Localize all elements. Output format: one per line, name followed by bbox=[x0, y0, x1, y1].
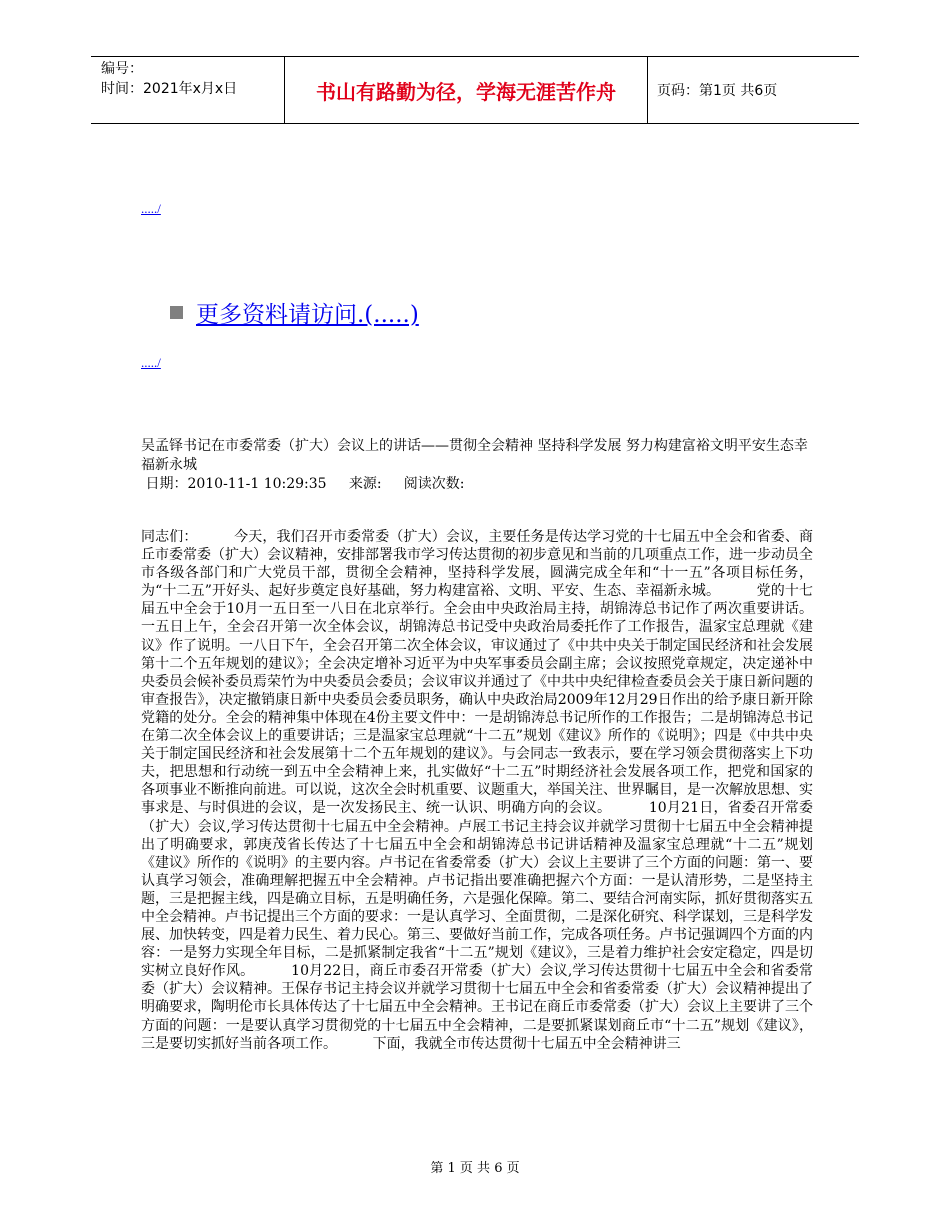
header-meta-cell bbox=[91, 57, 285, 123]
time-label: 时间：2021年x月x日 bbox=[101, 81, 238, 97]
article-title: 吴孟铎书记在市委常委（扩大）会议上的讲话——贯彻全会精神 坚持科学发展 努力构建富裕文明平安生态幸福新永城 bbox=[141, 438, 808, 473]
article-body: 同志们： 今天，我们召开市委常委（扩大）会议，主要任务是传达学习党的十七届五中全会和省委、商丘市委常委（扩大）会议精神，安排部署我市学习传达贯彻的初步意见和当前的几项重点工作，进一步动员全市各级各部门和广大党员干部，贯彻全会精神，坚持科学发展，圆满完成全年和“十一五”各项目标任务，为“十二五”开好头、起好步奠定良好基础，努力构建富裕、文明、平安、生态、幸福新永城。 党的十七届五中全会于10月一五日至一八日在北京举行。全会由中央政治局主持，胡锦涛总书记作了两次重要讲话。一五日上午，全会召开第一次全体会议，胡锦涛总书记受中央政治局委托作了工作报告，温家宝总理就《建议》作了说明。一八日下午，全会召开第二次全体会议，审议通过了《中共中央关于制定国民经济和社会发展第十二个五年规划的建议》；全会决定增补习近平为中央军事委员会副主席；会议按照党章规定，决定递补中央委员会候补委员焉荣竹为中央委员会委员；会议审议并通过了《中共中央纪律检查委员会关于康日新问题的审查报告》，决定撤销康日新中央委员会委员职务，确认中央政治局2009年12月29日作出的给予康日新开除党籍的处分。全会的精神集中体现在4份主要文件中：一是胡锦涛总书记所作的工作报告；二是胡锦涛总书记在第二次全体会议上的重要讲话；三是温家宝总理就“十二五”规划《建议》所作的《说明》；四是《中共中央关于制定国民经济和社会发展第十二个五年规划的建议》。与会同志一致表示，要在学习领会贯彻落实上下功夫，把思想和行动统一到五中全会精神上来，扎实做好“十二五”时期经济社会发展各项工作，把党和国家的各项事业不断推向前进。可以说，这次全会时机重要、议题重大，举国关注、世界瞩目，是一次解放思想、实事求是、与时俱进的会议，是一次发扬民主、统一认识、明确方向的会议。 10月21日，省委召开常委（扩大）会议,学习传达贯彻十七届五中全会精神。卢展工书记主持会议并就学习贯彻十七届五中全会精神提出了明确要求，郭庚茂省长传达了十七届五中全会和胡锦涛总书记讲话精神及温家宝总理就“十二五”规划《建议》所作的《说明》的主要内容。卢书记在省委常委（扩大）会议上主要讲了三个方面的问题：第一、要认真学习领会，准确理解把握五中全会精神。卢书记指出要准确把握六个方面：一是认清形势，二是坚持主题，三是把握主线，四是确立目标，五是明确任务，六是强化保障。第二、要结合河南实际，抓好贯彻落实五中全会精神。卢书记提出三个方面的要求：一是认真学习、全面贯彻，二是深化研究、科学谋划，三是科学发展、加快转变，四是着力民生、着力民心。第三、要做好当前工作，完成各项任务。卢书记强调四个方面的内容：一是努力实现全年目标，二是抓紧制定我省“十二五”规划《建议》，三是着力维护社会安定稳定，四是切实树立良好作风。 10月22日，商丘市委召开常委（扩大）会议,学习传达贯彻十七届五中全会和省委常委（扩大）会议精神。王保存书记主持会议并就学习贯彻十七届五中全会和省委常委（扩大）会议精神提出了明确要求，陶明伦市长具体传达了十七届五中全会精神。王书记在商丘市委常委（扩大）会议上主要讲了三个方面的问题：一是要认真学习贯彻党的十七届五中全会精神，二是要抓紧谋划商丘市“十二五”规划《建议》，三是要切实抓好当前各项工作。 下面，我就全市传达贯彻十七届五中全会精神讲三 bbox=[141, 529, 813, 1052]
top-link[interactable]: ...../ bbox=[141, 201, 161, 216]
article-meta: 日期：2010-11-1 10:29:35 来源: 阅读次数: bbox=[141, 476, 465, 492]
code-label: 编号： bbox=[101, 61, 143, 77]
square-bullet-icon bbox=[170, 306, 183, 319]
header-page-label: 页码：第1页 共6页 bbox=[657, 83, 778, 99]
page-footer: 第 1 页 共 6 页 bbox=[430, 1161, 520, 1176]
bottom-link[interactable]: ...../ bbox=[141, 355, 161, 370]
more-info-link[interactable]: 更多资料请访问.(.....) bbox=[196, 302, 419, 328]
page-header bbox=[91, 56, 859, 124]
header-motto: 书山有路勤为径，学海无涯苦作舟 bbox=[285, 57, 648, 123]
more-info-row bbox=[170, 296, 419, 329]
